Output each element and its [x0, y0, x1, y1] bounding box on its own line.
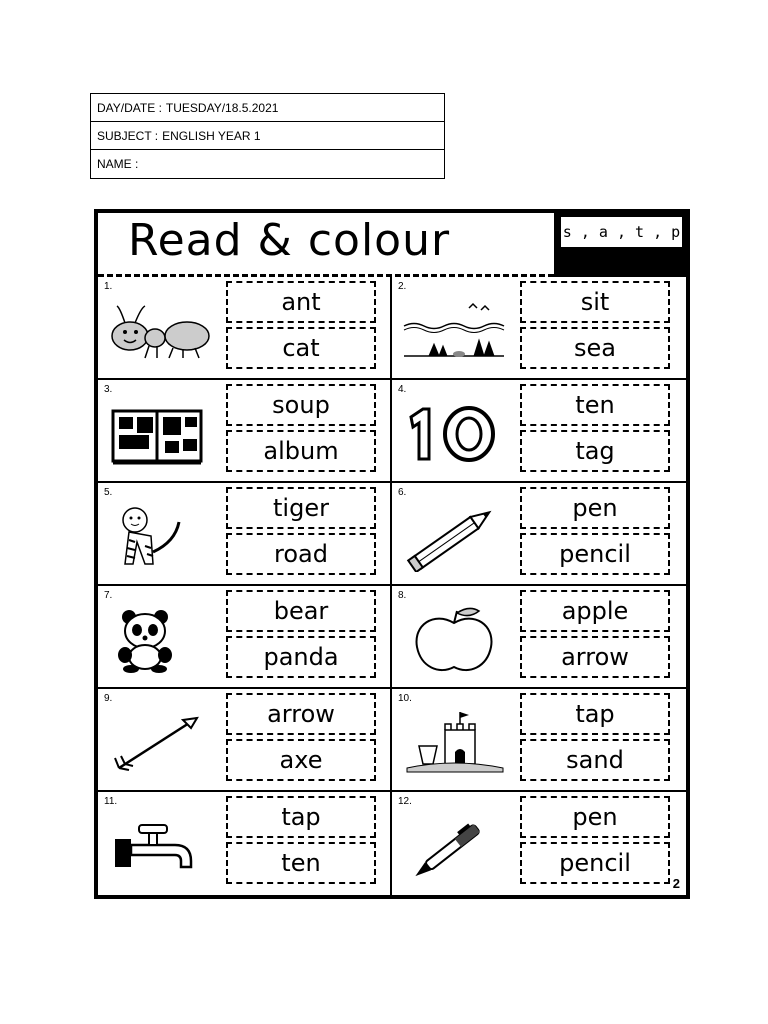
- item-12: [392, 792, 686, 895]
- word-option[interactable]: cat: [226, 327, 376, 369]
- item-9: [98, 689, 392, 792]
- word-option[interactable]: ten: [520, 384, 670, 426]
- title-box: [98, 213, 554, 277]
- word-option[interactable]: album: [226, 430, 376, 472]
- word-options: [226, 590, 376, 682]
- word-options: [226, 796, 376, 888]
- worksheet-title: Read & colour: [128, 215, 451, 266]
- item-number: 11.: [104, 796, 118, 807]
- item-number: 4.: [398, 384, 407, 395]
- sea-icon: [398, 291, 510, 371]
- word-option[interactable]: soup: [226, 384, 376, 426]
- word-option[interactable]: arrow: [226, 693, 376, 735]
- word-option[interactable]: pen: [520, 487, 670, 529]
- item-11: [98, 792, 392, 895]
- word-options: [226, 281, 376, 373]
- word-option[interactable]: panda: [226, 636, 376, 678]
- word-options: [226, 693, 376, 785]
- word-option[interactable]: pencil: [520, 533, 670, 575]
- word-options: [520, 384, 670, 476]
- item-number: 5.: [104, 487, 113, 498]
- item-number: 3.: [104, 384, 113, 395]
- item-4: [392, 380, 686, 483]
- item-number: 6.: [398, 487, 407, 498]
- letters-label: s , a , t , p: [561, 217, 682, 247]
- word-options: [226, 384, 376, 476]
- word-options: [520, 796, 670, 888]
- item-7: [98, 586, 392, 689]
- word-grid: [98, 277, 686, 895]
- sandcastle-icon: [398, 703, 510, 783]
- word-option[interactable]: ant: [226, 281, 376, 323]
- word-options: [226, 487, 376, 579]
- date-label: DAY/DATE :: [97, 101, 162, 115]
- item-number: 9.: [104, 693, 113, 704]
- word-option[interactable]: axe: [226, 739, 376, 781]
- date-value: TUESDAY/18.5.2021: [165, 101, 279, 115]
- word-option[interactable]: tap: [520, 693, 670, 735]
- pencil-icon: [398, 497, 510, 577]
- album-icon: [104, 394, 216, 474]
- item-number: 8.: [398, 590, 407, 601]
- word-option[interactable]: pen: [520, 796, 670, 838]
- item-1: [98, 277, 392, 380]
- letters-box: [557, 213, 686, 277]
- tiger-icon: [104, 497, 216, 577]
- item-2: [392, 277, 686, 380]
- word-option[interactable]: sit: [520, 281, 670, 323]
- panda-icon: [104, 600, 216, 680]
- arrow-icon: [104, 703, 216, 783]
- info-table: [90, 93, 445, 179]
- item-8: [392, 586, 686, 689]
- item-5: [98, 483, 392, 586]
- apple-icon: [398, 600, 510, 680]
- tap-icon: [104, 806, 216, 886]
- word-options: [520, 487, 670, 579]
- item-6: [392, 483, 686, 586]
- name-label: NAME :: [97, 157, 139, 171]
- word-options: [520, 281, 670, 373]
- word-options: [520, 693, 670, 785]
- word-option[interactable]: pencil: [520, 842, 670, 884]
- subject-value: ENGLISH YEAR 1: [162, 129, 261, 143]
- word-option[interactable]: sand: [520, 739, 670, 781]
- word-options: [520, 590, 670, 682]
- word-option[interactable]: road: [226, 533, 376, 575]
- word-option[interactable]: tag: [520, 430, 670, 472]
- item-number: 12.: [398, 796, 412, 807]
- ant-icon: [104, 291, 216, 371]
- worksheet: [94, 209, 690, 899]
- subject-label: SUBJECT :: [97, 129, 159, 143]
- page-number: 2: [672, 876, 680, 891]
- word-option[interactable]: apple: [520, 590, 670, 632]
- item-number: 7.: [104, 590, 113, 601]
- item-number: 2.: [398, 281, 407, 292]
- word-option[interactable]: sea: [520, 327, 670, 369]
- ten-icon: [398, 394, 510, 474]
- item-10: [392, 689, 686, 792]
- word-option[interactable]: tiger: [226, 487, 376, 529]
- item-3: [98, 380, 392, 483]
- word-option[interactable]: arrow: [520, 636, 670, 678]
- word-option[interactable]: bear: [226, 590, 376, 632]
- info-row-date: [91, 94, 444, 122]
- info-row-subject: [91, 122, 444, 150]
- item-number: 1.: [104, 281, 113, 292]
- word-option[interactable]: ten: [226, 842, 376, 884]
- pen-icon: [398, 806, 510, 886]
- word-option[interactable]: tap: [226, 796, 376, 838]
- item-number: 10.: [398, 693, 412, 704]
- info-row-name: [91, 150, 444, 178]
